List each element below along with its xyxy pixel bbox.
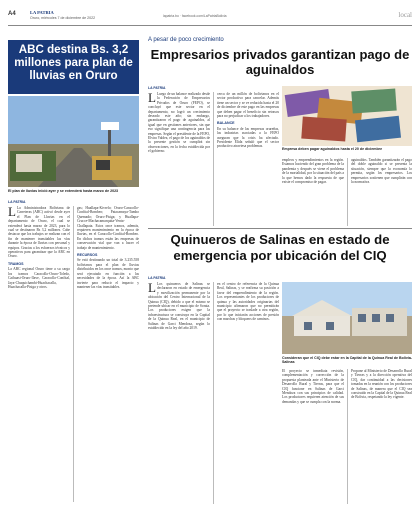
top-col1-text: Luego de un balance realizado desde la Federación de Empresarios Privados de Oruro (FEPO), se concluyó que este sector en el departamento, no logró un crecimiento deseado este año; sin embargo, garantizaron el pago de aguinaldos, al igual que en gestiones anteriores, sin que eso signifique una contingencia para las empresas. Según el presidente de la FEPO, Elvira Valdez, el pago de los aguinaldos de la presente gestión se cumplirá sin observaciones, en la fecha establecida por el gobierno. [148, 92, 210, 154]
left-col2-text: gas; Huallapa-Kivrelo; Oruro-Caracollo-Confital-Bombeo; Patacamaya-Tambo Quemado; Oruro-Pisiga; y Huallapa-Crucce-Machacamarquita-Venta-Challapata. Estos once tramos, además, requieren mantenimiento en la época de lluvias, en el Caracollo-Confital-Bombeo. En dichos tramos están las empresas de conservación vial que van a hacer el trabajo de mantenimiento. [77, 206, 139, 250]
top-story-col4 [347, 158, 412, 226]
top-story-col1 [148, 92, 210, 226]
building-photo [282, 282, 412, 354]
bottom-story-photo [282, 282, 412, 354]
bottom-col1-text: Los quinueros de Salinas se declararon en estado de emergencia y movilización permanente por la ubicación del Centro Internacional de la Quinua (CIQ), debido a que el mismo se pretende ubicar en el municipio de Sorata. Los productores exigen que la infraestructura se construya en la Capital de la Quinua Real, en el municipio de Salinas de Garci Mendoza, según lo establecido en la ley del año 2019. [148, 282, 210, 331]
left-story-col2 [73, 206, 139, 502]
left-col1b-text: La ABC regional Oruro tiene a su cargo los tramos Caracollo-Oruro-Toledo, Caihuasi-Oruro-Ilave, Caracollo-Confital, Jaya-Chuquichambi-Huachacalla, Huachacalla-Pisiga y otros. [8, 267, 70, 289]
top-story-kicker: A pesar de poco crecimiento [148, 37, 224, 43]
left-story-byline: LA PATRIA [8, 200, 26, 204]
issue-date: Oruro, miércoles 7 de diciembre de 2022 [30, 16, 96, 20]
subhead-tramos: TRAMOS [8, 261, 24, 266]
left-story-caption: El plan de lluvias inició ayer y se extenderá hasta marzo de 2023 [8, 189, 119, 193]
brand-logo: LA PATRIA [30, 10, 54, 15]
top-story-caption: Empresa deben pagar aguinaldos hasta el 20 de diciembre [282, 147, 383, 151]
bottom-story-col4 [347, 369, 412, 504]
dropcap: L [8, 206, 16, 219]
top-story-headline: Empresarios privados garantizan pago de aguinaldos [150, 47, 410, 77]
top-story-byline: LA PATRIA [148, 86, 166, 90]
left-story-banner [8, 40, 139, 94]
section-divider [148, 228, 412, 229]
bottom-story-col2 [213, 282, 279, 504]
left-col2b-text: Se está destinando un total de 3.235.558 bolivianos para el plan de lluvias distribuidos en los once tramos, monto que será ejecutado en función a las necesidades de la época. Así la ABC invierte para reducir el impacto y mantener las vías transitables. [77, 258, 139, 289]
bottom-story-byline: LA PATRIA [148, 276, 166, 280]
section-name: local [398, 11, 412, 19]
left-story-photo [8, 96, 139, 187]
header-rule [8, 25, 412, 26]
top-col3-text: empleos y emprendimientos en la región. Estamos haciendo del gran problema de la pandemia y después se viene el problema de la mortalidad, por la situación del país a la que hemos dado la respuesta de que existe el compromiso de pagar. [282, 158, 344, 185]
dropcap: L [148, 282, 156, 295]
top-col4-text: aguinaldos. También garantizarán el pago del doble aguinaldo si se presenta la situación, siempre que la economía lo permita, según los empresarios. Los empresarios sostienen que cumplirán con la normativa. [351, 158, 412, 185]
bottom-story-col3 [282, 369, 344, 504]
bottom-story-caption: Consideran que el CIQ debe estar en la Capital de la Quinua Real de Bolivia-Salinas [282, 356, 413, 364]
left-story-col1 [8, 206, 70, 502]
bottom-col3-text: El proyecto se inmediata revisión, complementación y corrección de la propuesta planteada ante el Ministerio de Desarrollo Rural y Tierras, para que el CIQ funcione en Salinas de Garci Mendoza con sus principios de calidad. Los productores requieren atención de sus demandas y que se cumpla con la norma. [282, 369, 344, 404]
page-number: A4 [8, 11, 16, 17]
bottom-col2-text: en el centro de referencia de la Quinua Real, Salinas, y se reafirma su posición a favor del emprendimiento de la región. Los representantes de los productores de quinua y las autoridades originarias del municipio afirmaron que no permitirán que el proyecto se traslade a otra región, por lo que iniciarán acciones de presión con marchas y bloqueos de caminos. [217, 282, 279, 322]
top-col2-text: cerca de un millón de bolivianos en el sector productivo para cancelar. Además tiene un sector y se ve reducida hasta el 20 de diciembre de este pago en las empresas que deben pagar el beneficio sin retrasos para no perjudicar a los trabajadores. [217, 92, 279, 119]
top-col2b-text: En su balance de las empresas orureñas, las industrias asociadas a la FEPO aseguran que la crisis ha afectado. Presidente Élida señaló que el sector productivo atraviesa problemas. [217, 126, 279, 149]
left-col1-text: La Administradora Boliviana de Carreteras (ABC) activó desde ayer el Plan de Lluvias en el departamento de Oruro, el cual se extenderá hasta marzo de 2023, para lo cual se destinaron Bs 3,2 millones. Cabe destacar que los trabajos se realizan con el fin de mantener transitables las vías durante la época de lluvias con personal y equipos. Gracias a los esfuerzos técnicos y operativos para garantizar que la ABC en Oruro. [8, 206, 70, 259]
dropcap: L [148, 92, 156, 105]
bottom-col4-text: Propone al Ministerio de Desarrollo Rural y Tierras y a la dirección operativa del CIQ, dar continuidad a las decisiones tomadas en la reunión con los productores de Salinas, de manera que el CIQ sea construido en la Capital de la Quinua Real de Bolivia, respetando la ley vigente. [351, 369, 412, 400]
money-photo [282, 86, 412, 146]
subhead-recursos: RECURSOS [77, 253, 98, 258]
contact-info: lapatria.bo · facebook.com/LaPatriaBolivia [163, 14, 227, 18]
top-story-col3 [282, 158, 344, 226]
subhead-balance: BALANCE [217, 121, 235, 126]
page-header [8, 8, 412, 24]
bottom-story-headline: Quinueros de Salinas en estado de emergencia por ubicación del CIQ [170, 232, 390, 263]
left-story-headline: ABC destina Bs. 3,2 millones para plan de lluvias en Oruro [14, 43, 133, 82]
top-story-photo [282, 86, 412, 146]
top-story-col2 [213, 92, 279, 226]
road-photo [8, 96, 139, 187]
bottom-story-col1 [148, 282, 210, 504]
